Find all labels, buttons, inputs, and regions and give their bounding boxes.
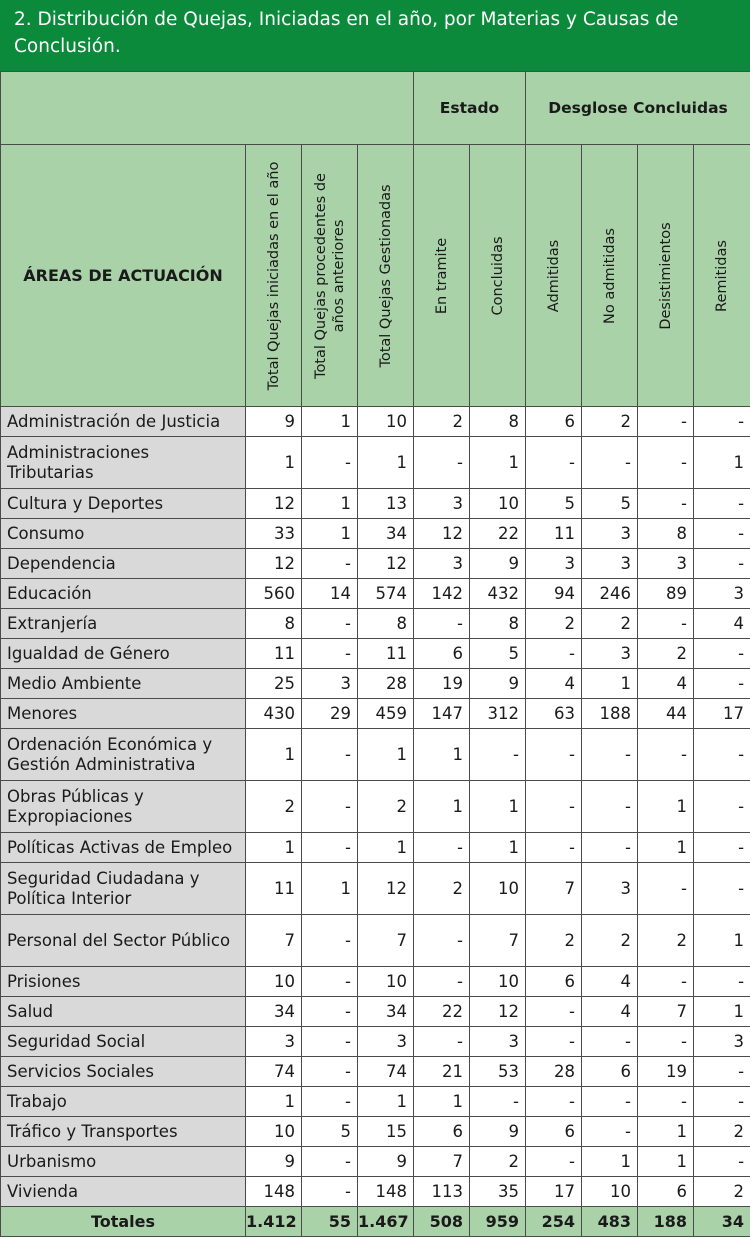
value-cell: 10 xyxy=(358,407,414,437)
total-cell: 508 xyxy=(414,1207,470,1237)
value-cell: 11 xyxy=(246,863,302,915)
area-cell: Administraciones Tributarias xyxy=(1,437,246,489)
group-header-estado: Estado xyxy=(414,72,526,145)
value-cell: 1 xyxy=(638,781,694,833)
table-row xyxy=(1,967,750,997)
column-header-remitidas xyxy=(694,145,750,407)
value-cell: 1 xyxy=(470,781,526,833)
value-cell: 6 xyxy=(582,1057,638,1087)
table-row xyxy=(1,699,750,729)
value-cell: 94 xyxy=(526,579,582,609)
value-cell: 12 xyxy=(246,549,302,579)
value-cell: 113 xyxy=(414,1177,470,1207)
value-cell: 4 xyxy=(582,997,638,1027)
value-cell: 1 xyxy=(414,729,470,781)
column-header-label: En tramite xyxy=(433,237,450,314)
value-cell: 33 xyxy=(246,519,302,549)
value-cell: 6 xyxy=(526,967,582,997)
column-header-label: Remitidas xyxy=(714,239,731,312)
value-cell: 28 xyxy=(526,1057,582,1087)
value-cell: - xyxy=(414,437,470,489)
value-cell: 63 xyxy=(526,699,582,729)
value-cell: 34 xyxy=(358,997,414,1027)
column-header-gestionadas xyxy=(358,145,414,407)
value-cell: - xyxy=(694,1057,750,1087)
value-cell: - xyxy=(582,1087,638,1117)
value-cell: 3 xyxy=(694,579,750,609)
value-cell: 1 xyxy=(246,1087,302,1117)
value-cell: - xyxy=(694,1087,750,1117)
value-cell: - xyxy=(526,437,582,489)
value-cell: 2 xyxy=(526,609,582,639)
value-cell: 2 xyxy=(694,1117,750,1147)
value-cell: 1 xyxy=(358,1087,414,1117)
value-cell: - xyxy=(470,729,526,781)
total-cell: 55 xyxy=(302,1207,358,1237)
value-cell: 2 xyxy=(694,1177,750,1207)
value-cell: 3 xyxy=(414,489,470,519)
value-cell: 1 xyxy=(470,437,526,489)
column-header-label: Admitidas xyxy=(545,239,562,312)
value-cell: 12 xyxy=(246,489,302,519)
value-cell: 9 xyxy=(358,1147,414,1177)
area-cell: Tráfico y Transportes xyxy=(1,1117,246,1147)
area-cell: Menores xyxy=(1,699,246,729)
area-cell: Cultura y Deportes xyxy=(1,489,246,519)
value-cell: 5 xyxy=(582,489,638,519)
value-cell: - xyxy=(302,549,358,579)
value-cell: - xyxy=(302,639,358,669)
value-cell: - xyxy=(414,1027,470,1057)
value-cell: 35 xyxy=(470,1177,526,1207)
value-cell: 188 xyxy=(582,699,638,729)
totals-label: Totales xyxy=(1,1207,246,1237)
value-cell: - xyxy=(582,437,638,489)
value-cell: 1 xyxy=(582,1147,638,1177)
column-header-total-iniciadas xyxy=(246,145,302,407)
table-row xyxy=(1,489,750,519)
value-cell: - xyxy=(638,729,694,781)
value-cell: 1 xyxy=(694,915,750,967)
value-cell: 10 xyxy=(470,967,526,997)
column-header-label: Total Quejas Gestionadas xyxy=(377,183,394,368)
area-cell: Salud xyxy=(1,997,246,1027)
value-cell: 3 xyxy=(638,549,694,579)
value-cell: 430 xyxy=(246,699,302,729)
value-cell: 74 xyxy=(358,1057,414,1087)
value-cell: - xyxy=(302,609,358,639)
value-cell: 7 xyxy=(470,915,526,967)
total-cell: 254 xyxy=(526,1207,582,1237)
table-row xyxy=(1,1027,750,1057)
table-row xyxy=(1,1147,750,1177)
value-cell: 17 xyxy=(526,1177,582,1207)
value-cell: 2 xyxy=(582,915,638,967)
value-cell: - xyxy=(414,609,470,639)
area-cell: Prisiones xyxy=(1,967,246,997)
value-cell: - xyxy=(302,729,358,781)
value-cell: 1 xyxy=(470,833,526,863)
value-cell: 1 xyxy=(358,729,414,781)
value-cell: 2 xyxy=(246,781,302,833)
area-cell: Obras Públicas y Expropiaciones xyxy=(1,781,246,833)
value-cell: 2 xyxy=(526,915,582,967)
value-cell: 10 xyxy=(246,1117,302,1147)
value-cell: 1 xyxy=(694,997,750,1027)
value-cell: 10 xyxy=(470,863,526,915)
area-cell: Ordenación Económica y Gestión Administrativa xyxy=(1,729,246,781)
area-cell: Dependencia xyxy=(1,549,246,579)
value-cell: - xyxy=(582,833,638,863)
value-cell: 11 xyxy=(526,519,582,549)
column-header-label: No admitidas xyxy=(601,227,618,324)
column-header-label: Total Quejas iniciadas en el año xyxy=(265,161,282,390)
table-row xyxy=(1,1087,750,1117)
area-cell: Medio Ambiente xyxy=(1,669,246,699)
value-cell: 2 xyxy=(414,407,470,437)
value-cell: 13 xyxy=(358,489,414,519)
value-cell: - xyxy=(694,833,750,863)
value-cell: - xyxy=(638,1027,694,1057)
table-row xyxy=(1,407,750,437)
value-cell: 1 xyxy=(638,1147,694,1177)
value-cell: - xyxy=(302,1057,358,1087)
value-cell: 2 xyxy=(638,915,694,967)
value-cell: 432 xyxy=(470,579,526,609)
value-cell: 53 xyxy=(470,1057,526,1087)
table-row xyxy=(1,915,750,967)
table-row xyxy=(1,669,750,699)
value-cell: 25 xyxy=(246,669,302,699)
area-cell: Consumo xyxy=(1,519,246,549)
total-cell: 1.467 xyxy=(358,1207,414,1237)
value-cell: - xyxy=(302,437,358,489)
value-cell: 148 xyxy=(358,1177,414,1207)
value-cell: - xyxy=(694,967,750,997)
value-cell: 1 xyxy=(582,669,638,699)
value-cell: - xyxy=(470,1087,526,1117)
value-cell: - xyxy=(302,1027,358,1057)
value-cell: 6 xyxy=(414,639,470,669)
value-cell: 29 xyxy=(302,699,358,729)
value-cell: 1 xyxy=(302,519,358,549)
value-cell: 10 xyxy=(358,967,414,997)
value-cell: 7 xyxy=(246,915,302,967)
value-cell: 6 xyxy=(414,1117,470,1147)
value-cell: 6 xyxy=(526,407,582,437)
value-cell: 3 xyxy=(582,639,638,669)
value-cell: 12 xyxy=(358,863,414,915)
table-row xyxy=(1,549,750,579)
value-cell: - xyxy=(694,1147,750,1177)
value-cell: - xyxy=(638,609,694,639)
value-cell: - xyxy=(526,1087,582,1117)
value-cell: 9 xyxy=(246,1147,302,1177)
column-header-admitidas xyxy=(526,145,582,407)
total-cell: 188 xyxy=(638,1207,694,1237)
value-cell: 7 xyxy=(358,915,414,967)
value-cell: - xyxy=(638,407,694,437)
value-cell: - xyxy=(302,967,358,997)
total-cell: 1.412 xyxy=(246,1207,302,1237)
totals-row xyxy=(1,1207,750,1237)
value-cell: - xyxy=(302,1087,358,1117)
area-cell: Trabajo xyxy=(1,1087,246,1117)
value-cell: 1 xyxy=(358,437,414,489)
value-cell: - xyxy=(694,863,750,915)
value-cell: 19 xyxy=(638,1057,694,1087)
table-row xyxy=(1,579,750,609)
value-cell: - xyxy=(582,1027,638,1057)
value-cell: 2 xyxy=(582,609,638,639)
table-row xyxy=(1,729,750,781)
value-cell: 74 xyxy=(246,1057,302,1087)
total-cell: 483 xyxy=(582,1207,638,1237)
table-row xyxy=(1,781,750,833)
value-cell: - xyxy=(694,407,750,437)
table-row xyxy=(1,833,750,863)
value-cell: 574 xyxy=(358,579,414,609)
value-cell: 1 xyxy=(414,781,470,833)
column-header-label: Total Quejas procedentes de años anteriores xyxy=(312,172,347,379)
value-cell: 9 xyxy=(246,407,302,437)
value-cell: 560 xyxy=(246,579,302,609)
value-cell: - xyxy=(302,833,358,863)
value-cell: 2 xyxy=(470,1147,526,1177)
value-cell: 22 xyxy=(470,519,526,549)
value-cell: 1 xyxy=(246,833,302,863)
value-cell: 28 xyxy=(358,669,414,699)
table-title-bar xyxy=(0,0,750,71)
value-cell: 7 xyxy=(526,863,582,915)
value-cell: 9 xyxy=(470,1117,526,1147)
area-cell: Administración de Justicia xyxy=(1,407,246,437)
value-cell: 14 xyxy=(302,579,358,609)
value-cell: 3 xyxy=(414,549,470,579)
area-cell: Extranjería xyxy=(1,609,246,639)
value-cell: 3 xyxy=(246,1027,302,1057)
value-cell: 3 xyxy=(358,1027,414,1057)
value-cell: 17 xyxy=(694,699,750,729)
value-cell: 1 xyxy=(414,1087,470,1117)
value-cell: 10 xyxy=(470,489,526,519)
value-cell: - xyxy=(526,833,582,863)
value-cell: 3 xyxy=(582,549,638,579)
value-cell: 15 xyxy=(358,1117,414,1147)
area-cell: Educación xyxy=(1,579,246,609)
value-cell: 5 xyxy=(526,489,582,519)
value-cell: - xyxy=(582,729,638,781)
value-cell: 148 xyxy=(246,1177,302,1207)
value-cell: 246 xyxy=(582,579,638,609)
table-row xyxy=(1,863,750,915)
area-cell: Igualdad de Género xyxy=(1,639,246,669)
value-cell: 34 xyxy=(246,997,302,1027)
value-cell: 1 xyxy=(246,437,302,489)
value-cell: 1 xyxy=(246,729,302,781)
value-cell: - xyxy=(526,1027,582,1057)
value-cell: 8 xyxy=(470,407,526,437)
value-cell: - xyxy=(302,1177,358,1207)
value-cell: - xyxy=(582,781,638,833)
column-header-label: Concluidas xyxy=(489,235,506,316)
table-title: 2. Distribución de Quejas, Iniciadas en el año, por Materias y Causas de Conclusión. xyxy=(14,9,679,57)
value-cell: 12 xyxy=(414,519,470,549)
value-cell: 3 xyxy=(302,669,358,699)
value-cell: - xyxy=(694,669,750,699)
value-cell: 1 xyxy=(638,833,694,863)
value-cell: - xyxy=(414,833,470,863)
area-cell: Políticas Activas de Empleo xyxy=(1,833,246,863)
column-header-no-admitidas xyxy=(582,145,638,407)
value-cell: - xyxy=(526,781,582,833)
value-cell: 7 xyxy=(414,1147,470,1177)
value-cell: - xyxy=(694,519,750,549)
value-cell: - xyxy=(414,915,470,967)
value-cell: 1 xyxy=(302,407,358,437)
area-cell: Seguridad Ciudadana y Política Interior xyxy=(1,863,246,915)
value-cell: 9 xyxy=(470,669,526,699)
column-header-concluidas xyxy=(470,145,526,407)
value-cell: 4 xyxy=(582,967,638,997)
value-cell: 21 xyxy=(414,1057,470,1087)
column-header-procedentes xyxy=(302,145,358,407)
table-row xyxy=(1,1057,750,1087)
value-cell: 2 xyxy=(582,407,638,437)
value-cell: 142 xyxy=(414,579,470,609)
value-cell: - xyxy=(526,639,582,669)
value-cell: 8 xyxy=(246,609,302,639)
table-row xyxy=(1,997,750,1027)
table-row xyxy=(1,519,750,549)
column-header-en-tramite xyxy=(414,145,470,407)
value-cell: 1 xyxy=(638,1117,694,1147)
value-cell: 2 xyxy=(414,863,470,915)
value-cell: 3 xyxy=(582,863,638,915)
area-cell: Urbanismo xyxy=(1,1147,246,1177)
table-row xyxy=(1,609,750,639)
value-cell: 12 xyxy=(470,997,526,1027)
value-cell: - xyxy=(638,1087,694,1117)
group-header-desglose: Desglose Concluidas xyxy=(526,72,750,145)
value-cell: 312 xyxy=(470,699,526,729)
value-cell: 89 xyxy=(638,579,694,609)
value-cell: - xyxy=(694,781,750,833)
value-cell: 11 xyxy=(358,639,414,669)
value-cell: - xyxy=(694,489,750,519)
value-cell: 4 xyxy=(694,609,750,639)
value-cell: - xyxy=(526,1147,582,1177)
value-cell: 5 xyxy=(470,639,526,669)
value-cell: 6 xyxy=(526,1117,582,1147)
value-cell: 8 xyxy=(358,609,414,639)
table-row xyxy=(1,1117,750,1147)
total-cell: 959 xyxy=(470,1207,526,1237)
value-cell: 10 xyxy=(582,1177,638,1207)
area-column-header: ÁREAS DE ACTUACIÓN xyxy=(1,145,246,407)
value-cell: 4 xyxy=(526,669,582,699)
value-cell: - xyxy=(694,729,750,781)
value-cell: 8 xyxy=(470,609,526,639)
value-cell: - xyxy=(638,437,694,489)
value-cell: - xyxy=(414,967,470,997)
value-cell: - xyxy=(694,549,750,579)
value-cell: 7 xyxy=(638,997,694,1027)
complaints-table xyxy=(0,71,750,1237)
value-cell: 44 xyxy=(638,699,694,729)
value-cell: - xyxy=(638,863,694,915)
value-cell: 19 xyxy=(414,669,470,699)
value-cell: 147 xyxy=(414,699,470,729)
value-cell: 1 xyxy=(302,863,358,915)
area-cell: Servicios Sociales xyxy=(1,1057,246,1087)
value-cell: 3 xyxy=(526,549,582,579)
value-cell: - xyxy=(638,489,694,519)
table-row xyxy=(1,639,750,669)
value-cell: 2 xyxy=(638,639,694,669)
value-cell: 10 xyxy=(246,967,302,997)
value-cell: 3 xyxy=(694,1027,750,1057)
value-cell: - xyxy=(302,781,358,833)
value-cell: 4 xyxy=(638,669,694,699)
value-cell: 12 xyxy=(358,549,414,579)
value-cell: 3 xyxy=(582,519,638,549)
header-blank-cell xyxy=(1,72,414,145)
value-cell: 6 xyxy=(638,1177,694,1207)
value-cell: - xyxy=(694,639,750,669)
value-cell: 22 xyxy=(414,997,470,1027)
value-cell: - xyxy=(526,729,582,781)
value-cell: 2 xyxy=(358,781,414,833)
value-cell: 11 xyxy=(246,639,302,669)
area-cell: Seguridad Social xyxy=(1,1027,246,1057)
area-cell: Personal del Sector Público xyxy=(1,915,246,967)
value-cell: - xyxy=(302,915,358,967)
value-cell: 1 xyxy=(358,833,414,863)
total-cell: 34 xyxy=(694,1207,750,1237)
value-cell: 1 xyxy=(694,437,750,489)
value-cell: - xyxy=(638,967,694,997)
value-cell: 9 xyxy=(470,549,526,579)
value-cell: - xyxy=(302,1147,358,1177)
value-cell: 34 xyxy=(358,519,414,549)
value-cell: - xyxy=(302,997,358,1027)
table-row xyxy=(1,437,750,489)
value-cell: 5 xyxy=(302,1117,358,1147)
column-header-desistimientos xyxy=(638,145,694,407)
value-cell: 459 xyxy=(358,699,414,729)
area-cell: Vivienda xyxy=(1,1177,246,1207)
value-cell: - xyxy=(582,1117,638,1147)
value-cell: 3 xyxy=(470,1027,526,1057)
value-cell: 8 xyxy=(638,519,694,549)
table-row xyxy=(1,1177,750,1207)
column-header-label: Desistimientos xyxy=(657,221,674,330)
value-cell: - xyxy=(526,997,582,1027)
value-cell: 1 xyxy=(302,489,358,519)
